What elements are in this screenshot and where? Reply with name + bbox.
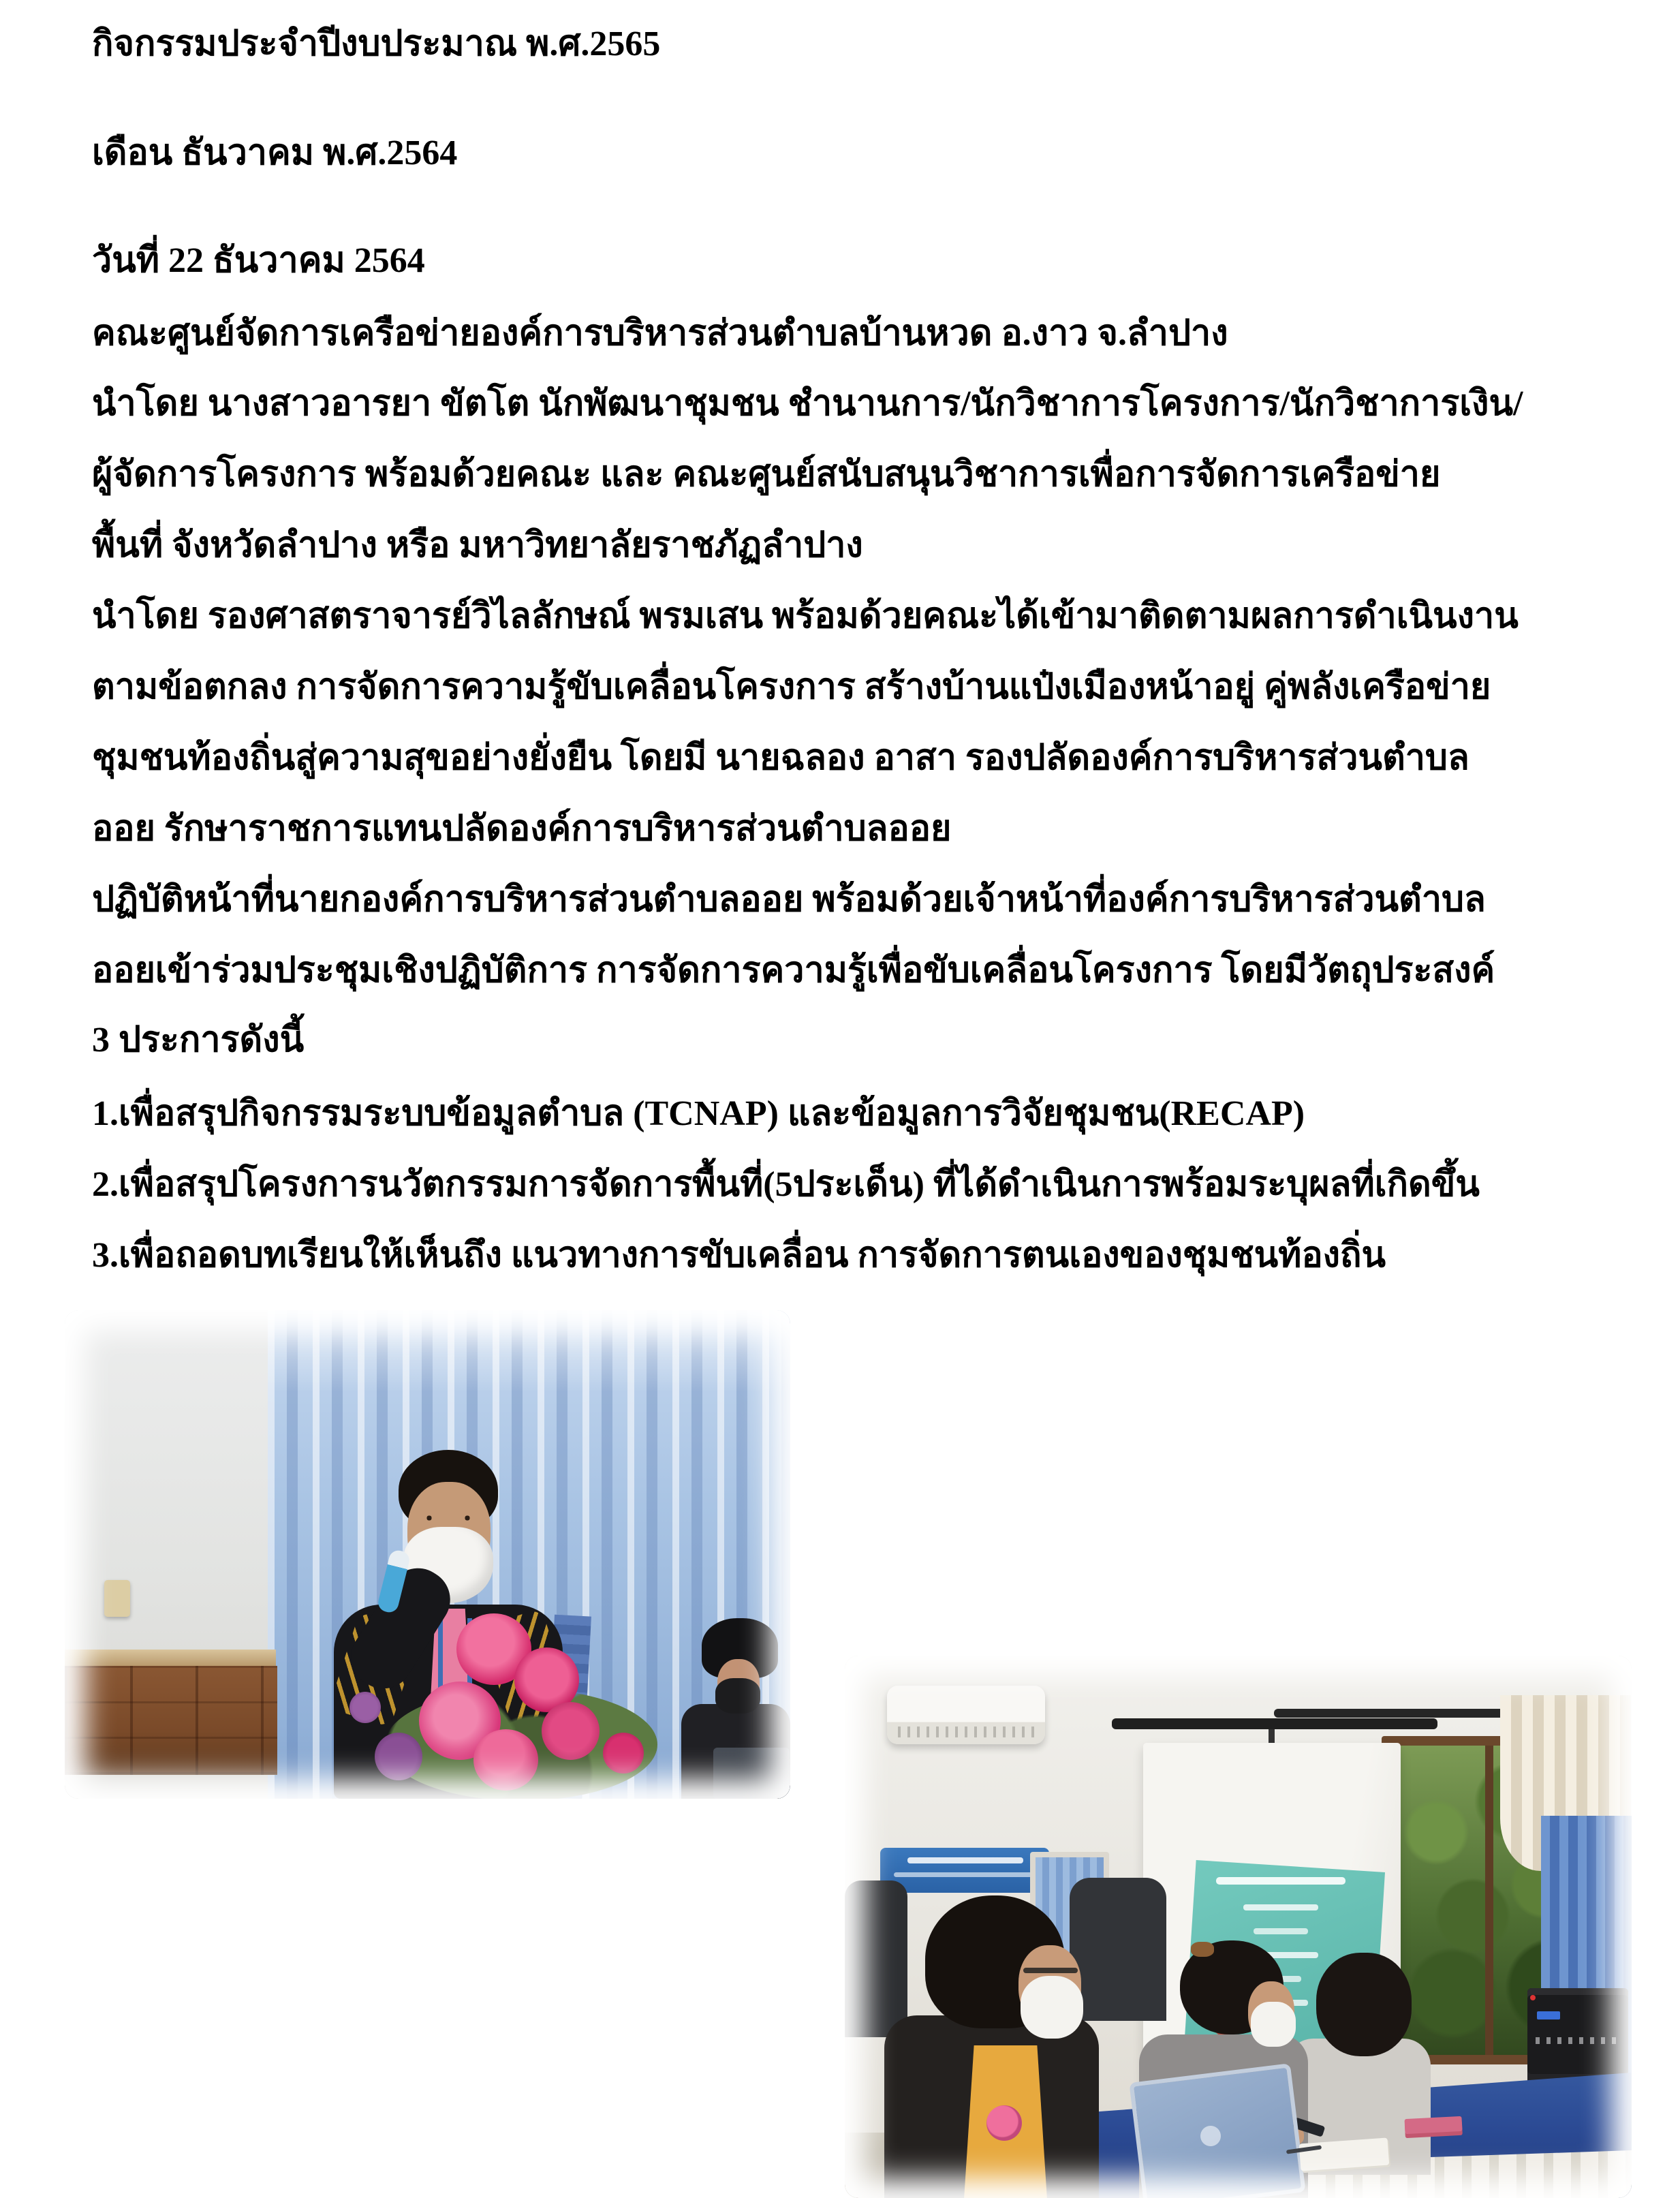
flower — [542, 1702, 600, 1760]
sign-text-line — [894, 1872, 1037, 1877]
office-chair — [1070, 1878, 1166, 2021]
curtain-highlight — [268, 1310, 790, 1392]
doc-line: เดือน ธันวาคม พ.ศ.2564 — [92, 134, 458, 172]
slide-text-line — [1254, 1928, 1308, 1934]
light-switch — [104, 1580, 130, 1617]
photo-speaker — [65, 1310, 790, 1799]
doc-line: 3 ประการดังนี้ — [92, 1021, 305, 1059]
sign-text-line — [907, 1857, 1023, 1863]
doc-line: 1.เพื่อสรุปกิจกรรมระบบข้อมูลตำบล (TCNAP) และข้อมูลการวิจัยชุมชน(RECAP) — [92, 1094, 1305, 1133]
participant2-mask — [1251, 2002, 1296, 2047]
doc-line: 2.เพื่อสรุปโครงการนวัตกรรมการจัดการพื้นที่(5ประเด็น) ที่ได้ดำเนินการพร้อมระบุผลที่เกิดขึ้น — [92, 1165, 1480, 1204]
flower — [603, 1733, 644, 1774]
photo-meeting-room — [845, 1656, 1632, 2198]
air-conditioner-vent — [898, 1727, 1034, 1737]
doc-line: วันที่ 22 ธันวาคม 2564 — [92, 241, 425, 280]
flower-purple — [349, 1692, 381, 1723]
slide-title-line — [1216, 1877, 1345, 1885]
wall-rail — [65, 1650, 276, 1666]
doc-line: ปฏิบัติหน้าที่นายกองค์การบริหารส่วนตำบลออย พร้อมด้วยเจ้าหน้าที่องค์การบริหารส่วนตำบล — [92, 880, 1486, 919]
slide-text-line — [1243, 1904, 1318, 1910]
doc-line: พื้นที่ จังหวัดลำปาง หรือ มหาวิทยาลัยราชภัฏลำปาง — [92, 526, 863, 565]
laptop-logo — [1200, 2126, 1221, 2146]
equipment-led — [1530, 1995, 1536, 2000]
flower — [473, 1729, 538, 1791]
laptop — [713, 1748, 790, 1799]
doc-line: ตามข้อตกลง การจัดการความรู้ขับเคลื่อนโครงการ สร้างบ้านแป๋งเมืองหน้าอยู่ คู่พลังเครือข่าย — [92, 668, 1491, 707]
window-mullion — [1485, 1746, 1493, 2055]
shirt-rose-print — [986, 2105, 1022, 2141]
doc-line: ออยเข้าร่วมประชุมเชิงปฏิบัติการ การจัดการความรู้เพื่อขับเคลื่อนโครงการ โดยมีวัตถุประสงค์ — [92, 951, 1495, 990]
speaker-eyes — [421, 1515, 476, 1521]
pink-notebooks — [1404, 2116, 1462, 2134]
equipment-display — [1537, 2011, 1560, 2019]
doc-line: นำโดย นางสาวอารยา ขัตโต นักพัฒนาชุมชน ชำนานการ/นักวิชาการโครงการ/นักวิชาการเงิน/ — [92, 384, 1523, 423]
doc-line: ออย รักษาราชการแทนปลัดองค์การบริหารส่วนตำบลออย — [92, 809, 952, 848]
attendee-mask — [715, 1678, 760, 1714]
wood-paneling — [65, 1666, 277, 1775]
participant1-mask — [1021, 1976, 1083, 2039]
flower-purple — [375, 1733, 422, 1780]
equipment-knobs — [1536, 2037, 1620, 2044]
doc-title: กิจกรรมประจำปีงบประมาณ พ.ศ.2565 — [92, 25, 661, 63]
hair-clip — [1191, 1942, 1214, 1957]
glasses — [1023, 1968, 1078, 1973]
doc-line: ชุมชนท้องถิ่นสู่ความสุขอย่างยั่งยืน โดยมี นายฉลอง อาสา รองปลัดองค์การบริหารส่วนตำบล — [92, 739, 1469, 777]
office-chair — [845, 1880, 907, 2037]
screen-top-bar — [1112, 1718, 1437, 1729]
doc-line: 3.เพื่อถอดบทเรียนให้เห็นถึง แนวทางการขับเคลื่อน การจัดการตนเองของชุมชนท้องถิ่น — [92, 1236, 1386, 1275]
doc-line: คณะศูนย์จัดการเครือข่ายองค์การบริหารส่วนตำบลบ้านหวด อ.งาว จ.ลำปาง — [92, 314, 1228, 353]
wall-sign — [880, 1848, 1049, 1893]
doc-line: ผู้จัดการโครงการ พร้อมด้วยคณะ และ คณะศูนย์สนับสนุนวิชาการเพื่อการจัดการเครือข่าย — [92, 455, 1441, 494]
participant3-hair — [1316, 1953, 1412, 2056]
doc-line: นำโดย รองศาสตราจารย์วิไลลักษณ์ พรมเสน พร้อมด้วยคณะได้เข้ามาติดตามผลการดำเนินงาน — [92, 597, 1519, 636]
